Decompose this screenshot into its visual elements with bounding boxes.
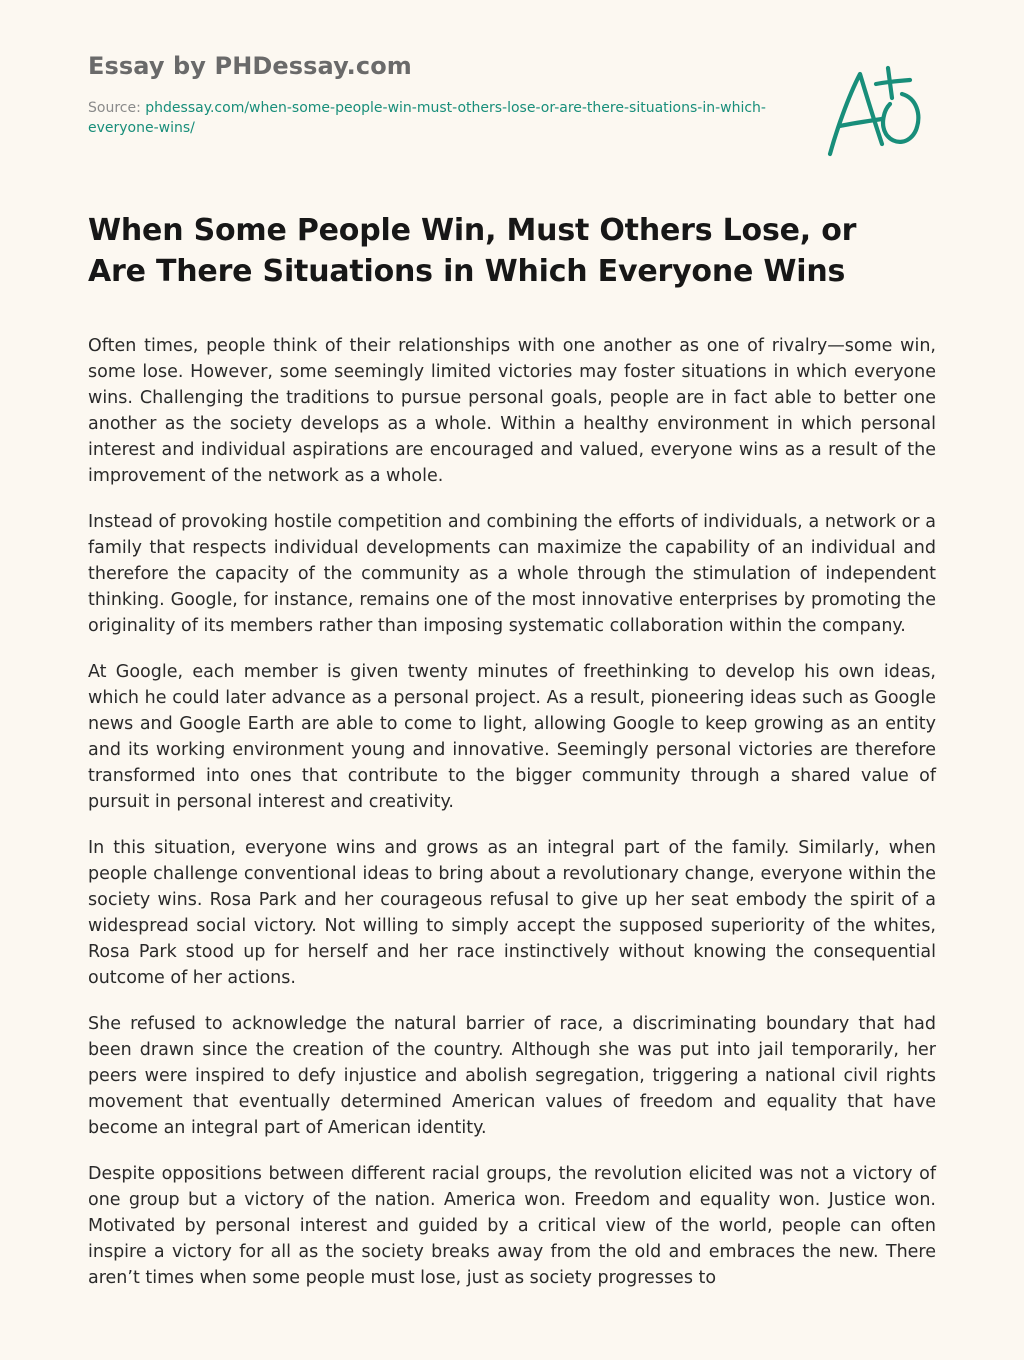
source-link[interactable]: phdessay.com/when-some-people-win-must-others-lose-or-are-there-situations-in-which-everyone-wins/ bbox=[88, 100, 766, 136]
paragraph: In this situation, everyone wins and grows as an integral part of the family. Similarly, when people challenge conventional ideas to bring about a revolutionary change, everyone within the society wins. Rosa Park and her courageous refusal to give up her seat embody the spirit of a widespread social victory. Not willing to simply accept the supposed superiority of the whites, Rosa Park stood up for herself and her race instinctively without knowing the consequential outcome of her actions. bbox=[88, 838, 936, 988]
paragraph: At Google, each member is given twenty minutes of freethinking to develop his own ideas, which he could later advance as a personal project. As a result, pioneering ideas such as Google news and Google Earth are able to come to light, allowing Google to keep growing as an entity and its working environment young and innovative. Seemingly personal victories are therefore transformed into ones that contribute to the bigger community through a shared value of pursuit in personal interest and creativity. bbox=[88, 662, 936, 812]
page-header bbox=[88, 50, 788, 138]
essay-title: When Some People Win, Must Others Lose, or Are There Situations in Which Everyone Wins bbox=[88, 213, 857, 289]
essay-body bbox=[88, 333, 936, 1311]
paragraph: Instead of provoking hostile competition and combining the efforts of individuals, a network or a family that respects individual developments can maximize the capability of an individual and therefore the capacity of the community as a whole through the stimulation of independent thinking. Google, for instance, remains one of the most innovative enterprises by promoting the originality of its members rather than imposing systematic collaboration within the company. bbox=[88, 512, 936, 636]
a-plus-grade-icon bbox=[818, 62, 930, 162]
site-brand: Essay by PHDessay.com bbox=[88, 52, 412, 80]
source-label: Source: bbox=[88, 100, 141, 116]
paragraph: She refused to acknowledge the natural barrier of race, a discriminating boundary that had been drawn since the creation of the country. Although she was put into jail temporarily, her peers were inspired to defy injustice and abolish segregation, triggering a national civil rights movement that eventually determined American values of freedom and equality that have become an integral part of American identity. bbox=[88, 1014, 936, 1138]
source-line bbox=[88, 98, 768, 138]
paragraph: Often times, people think of their relationships with one another as one of rivalry—some win, some lose. However, some seemingly limited victories may foster situations in which everyone wins. Challenging the traditions to pursue personal goals, people are in fact able to better one another as the society develops as a whole. Within a healthy environment in which personal interest and individual aspirations are encouraged and valued, everyone wins as a result of the improvement of the network as a whole. bbox=[88, 336, 936, 486]
paragraph: Despite oppositions between different racial groups, the revolution elicited was not a victory of one group but a victory of the nation. America won. Freedom and equality won. Justice won. Motivated by personal interest and guided by a critical view of the world, people can often inspire a victory for all as the society breaks away from the old and embraces the new. There aren’t times when some people must lose, just as society progresses to bbox=[88, 1164, 936, 1288]
